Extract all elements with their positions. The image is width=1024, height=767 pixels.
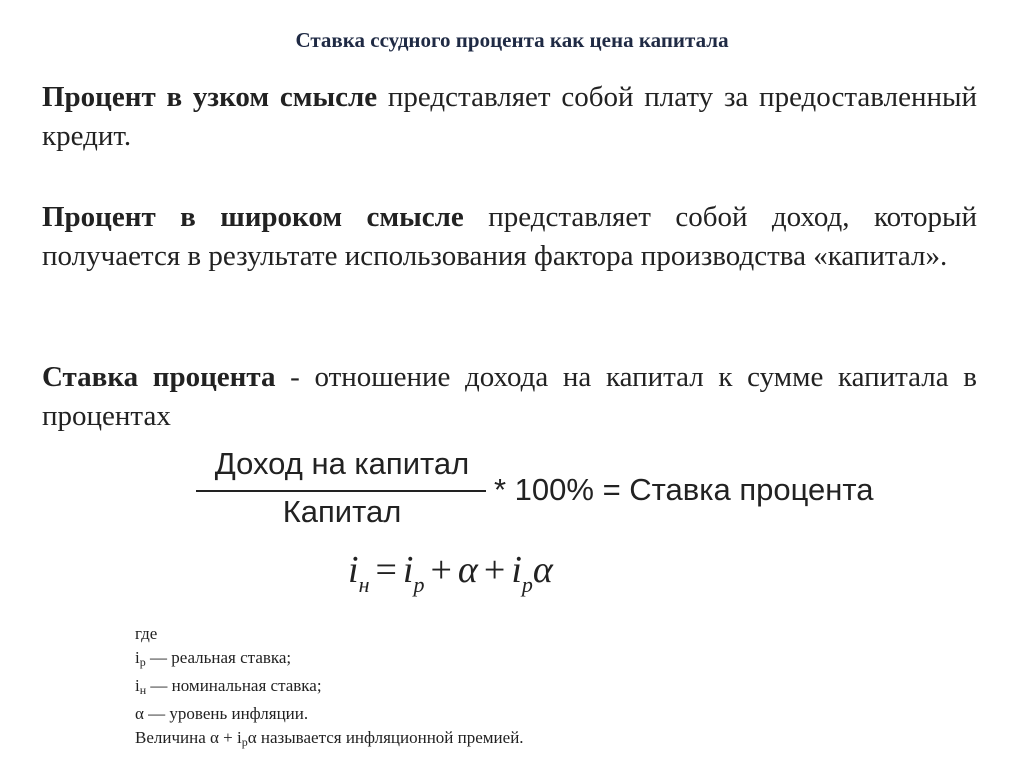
term-interest-rate: Ставка процента — [42, 361, 276, 393]
paragraph-narrow-sense — [42, 78, 977, 156]
legend-notes — [135, 622, 835, 754]
paragraph-broad-sense — [42, 198, 977, 276]
formula-rhs: * 100% = Ставка процента — [494, 472, 874, 507]
eq-lhs: $i_н$ — [348, 549, 370, 597]
term-narrow-sense: Процент в узком смысле — [42, 81, 378, 113]
fisher-equation — [348, 548, 748, 608]
term-broad-sense: Процент в широком смысле — [42, 201, 464, 233]
slide-title: Ставка ссудного процента как цена капитала — [295, 28, 729, 52]
note-inflation: α — уровень инфляции. — [135, 704, 309, 723]
note-inflation-premium: Величина $\alpha + i_р\alpha$ называется инфляционной премией. — [135, 728, 524, 749]
eq-plus-2: + — [483, 549, 506, 591]
fraction-bar — [196, 490, 486, 492]
eq-alpha: α — [457, 549, 478, 591]
note-nominal-rate: $i_н$ — номинальная ставка; — [135, 676, 322, 697]
paragraph-interest-rate — [42, 358, 977, 436]
note-where: где — [135, 624, 158, 643]
definition-broad-sense: представляет собой доход, который получается в результате использования фактора производства «капитал». — [42, 201, 977, 272]
eq-plus-1: + — [430, 549, 452, 591]
note-real-rate: $i_р$ — реальная ставка; — [135, 648, 292, 669]
eq-term-ip-alpha: $i_p\alpha$ — [511, 549, 553, 597]
interest-rate-formula — [196, 444, 956, 536]
fraction-numerator: Доход на капитал — [214, 446, 470, 481]
fraction — [196, 444, 486, 536]
eq-term-ip: $i_p$ — [402, 549, 425, 597]
fraction-denominator: Капитал — [282, 494, 402, 529]
definition-narrow-sense: представляет собой плату за предоставленный кредит. — [42, 81, 977, 152]
definition-interest-rate: - отношение дохода на капитал к сумме капитала в процентах — [42, 361, 977, 432]
eq-equals: = — [375, 549, 397, 591]
